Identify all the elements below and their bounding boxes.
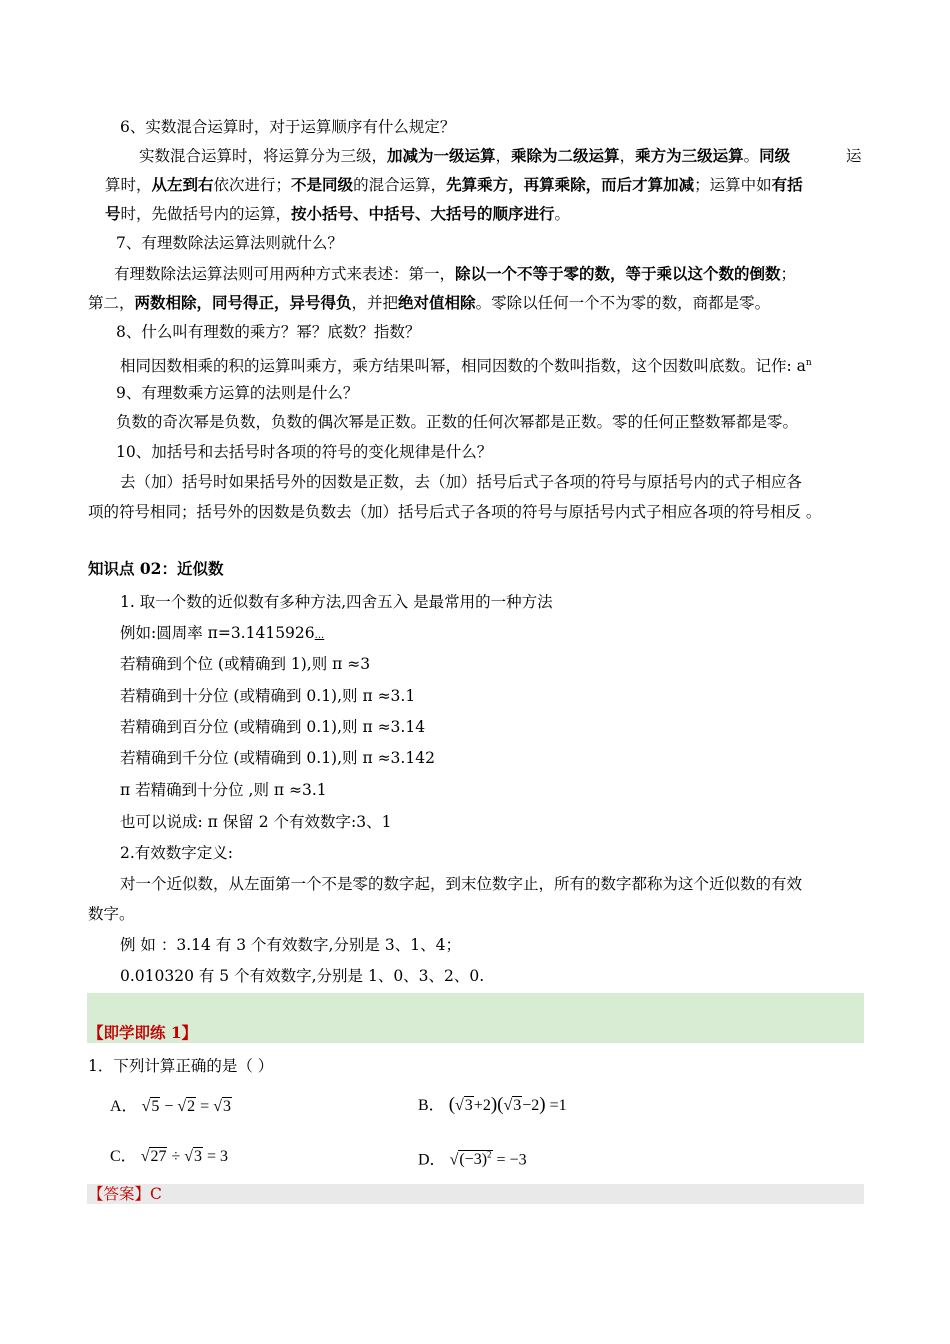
option-d[interactable]: D． $√(-3)^2 = -3$	[418, 1150, 527, 1169]
practice-heading-band	[87, 993, 864, 1043]
q10-line1: 去（加）括号时如果括号外的因数是正数，去（加）括号后式子各项的符号与原括号内的式子相应各	[120, 473, 803, 491]
q8-title: 8、什么叫有理数的乘方？幂？底数？指数？	[116, 323, 421, 341]
q6-line1-tail: 运	[846, 147, 862, 165]
kp2-line: 例如:圆周率 π=3.1415926...	[120, 624, 325, 642]
option-a[interactable]: A． √5 − √2 = √3	[110, 1098, 231, 1115]
q10-line2: 项的符号相同；括号外的因数是负数去（加）括号后式子各项的符号与原括号内式子相应各项的符号相反 。	[88, 503, 822, 521]
kp2-line: π 若精确到十分位 ,则 π ≈3.1	[120, 781, 327, 799]
option-b[interactable]: B． (√3+2)(√3−2) =1	[418, 1094, 567, 1115]
q8-body: 相同因数相乘的积的运算叫乘方，乘方结果叫幂，相同因数的个数叫指数，这个因数叫底数。记作: $a^n$	[120, 357, 812, 376]
q7-line1: 有理数除法运算法则可用两种方式来表述：第一，除以一个不等于零的数，等于乘以这个数的倒数；	[114, 264, 797, 283]
kp2-line: 对一个近似数，从左面第一个不是零的数字起，到末位数字止，所有的数字都称为这个近似数的有效	[120, 875, 803, 893]
q6-title: 6、实数混合运算时，对于运算顺序有什么规定？	[120, 118, 456, 136]
option-c[interactable]: C． √27 ÷ √3 = 3	[110, 1148, 229, 1165]
q6-line2: 算时，从左到右依次进行；不是同级的混合运算，先算乘方，再算乘除，而后才算加减；运算中如有括	[105, 175, 803, 194]
q10-title: 10、加括号和去括号时各项的符号的变化规律是什么？	[116, 443, 493, 461]
kp2-line: 若精确到个位 (或精确到 1),则 π ≈3	[120, 655, 371, 673]
practice-heading: 【即学即练 1】	[88, 1023, 198, 1042]
kp2-line: 数字。	[88, 905, 135, 923]
q7-line2: 第二，两数相除，同号得正，异号得负，并把绝对值相除。零除以任何一个不为零的数，商都是零。	[88, 293, 771, 312]
answer-band	[87, 1184, 864, 1204]
q9-title: 9、有理数乘方运算的法则是什么？	[116, 384, 359, 402]
kp2-line: 例 如 ：3.14 有 3 个有效数字,分别是 3、1、4；	[120, 936, 461, 954]
q6-line1: 实数混合运算时，将运算分为三级，加减为一级运算，乘除为二级运算，乘方为三级运算。同级	[139, 146, 791, 165]
kp2-line: 若精确到十分位 (或精确到 0.1),则 π ≈3.1	[120, 687, 416, 705]
kp2-heading: 知识点 02：近似数	[88, 559, 224, 578]
kp2-line: 也可以说成: π 保留 2 个有效数字:3、1	[120, 813, 392, 831]
answer: 【答案】C	[88, 1185, 162, 1203]
q9-body: 负数的奇次幂是负数，负数的偶次幂是正数。正数的任何次幂都是正数。零的任何正整数幂都是零。	[116, 413, 799, 431]
q7-title: 7、有理数除法运算法则就什么？	[116, 234, 343, 252]
kp2-line: 若精确到百分位 (或精确到 0.1),则 π ≈3.14	[120, 718, 426, 736]
kp2-line: 0.010320 有 5 个有效数字,分别是 1、0、3、2、0.	[120, 967, 485, 985]
kp2-line: 2.有效数字定义:	[120, 844, 234, 862]
kp2-line: 若精确到千分位 (或精确到 0.1),则 π ≈3.142	[120, 749, 435, 767]
practice-question: 1．下列计算正确的是（ ）	[88, 1057, 274, 1075]
q6-line3: 号时，先做括号内的运算，按小括号、中括号、大括号的顺序进行。	[105, 204, 571, 223]
kp2-line: 1. 取一个数的近似数有多种方法,四舍五入 是最常用的一种方法	[120, 593, 553, 611]
